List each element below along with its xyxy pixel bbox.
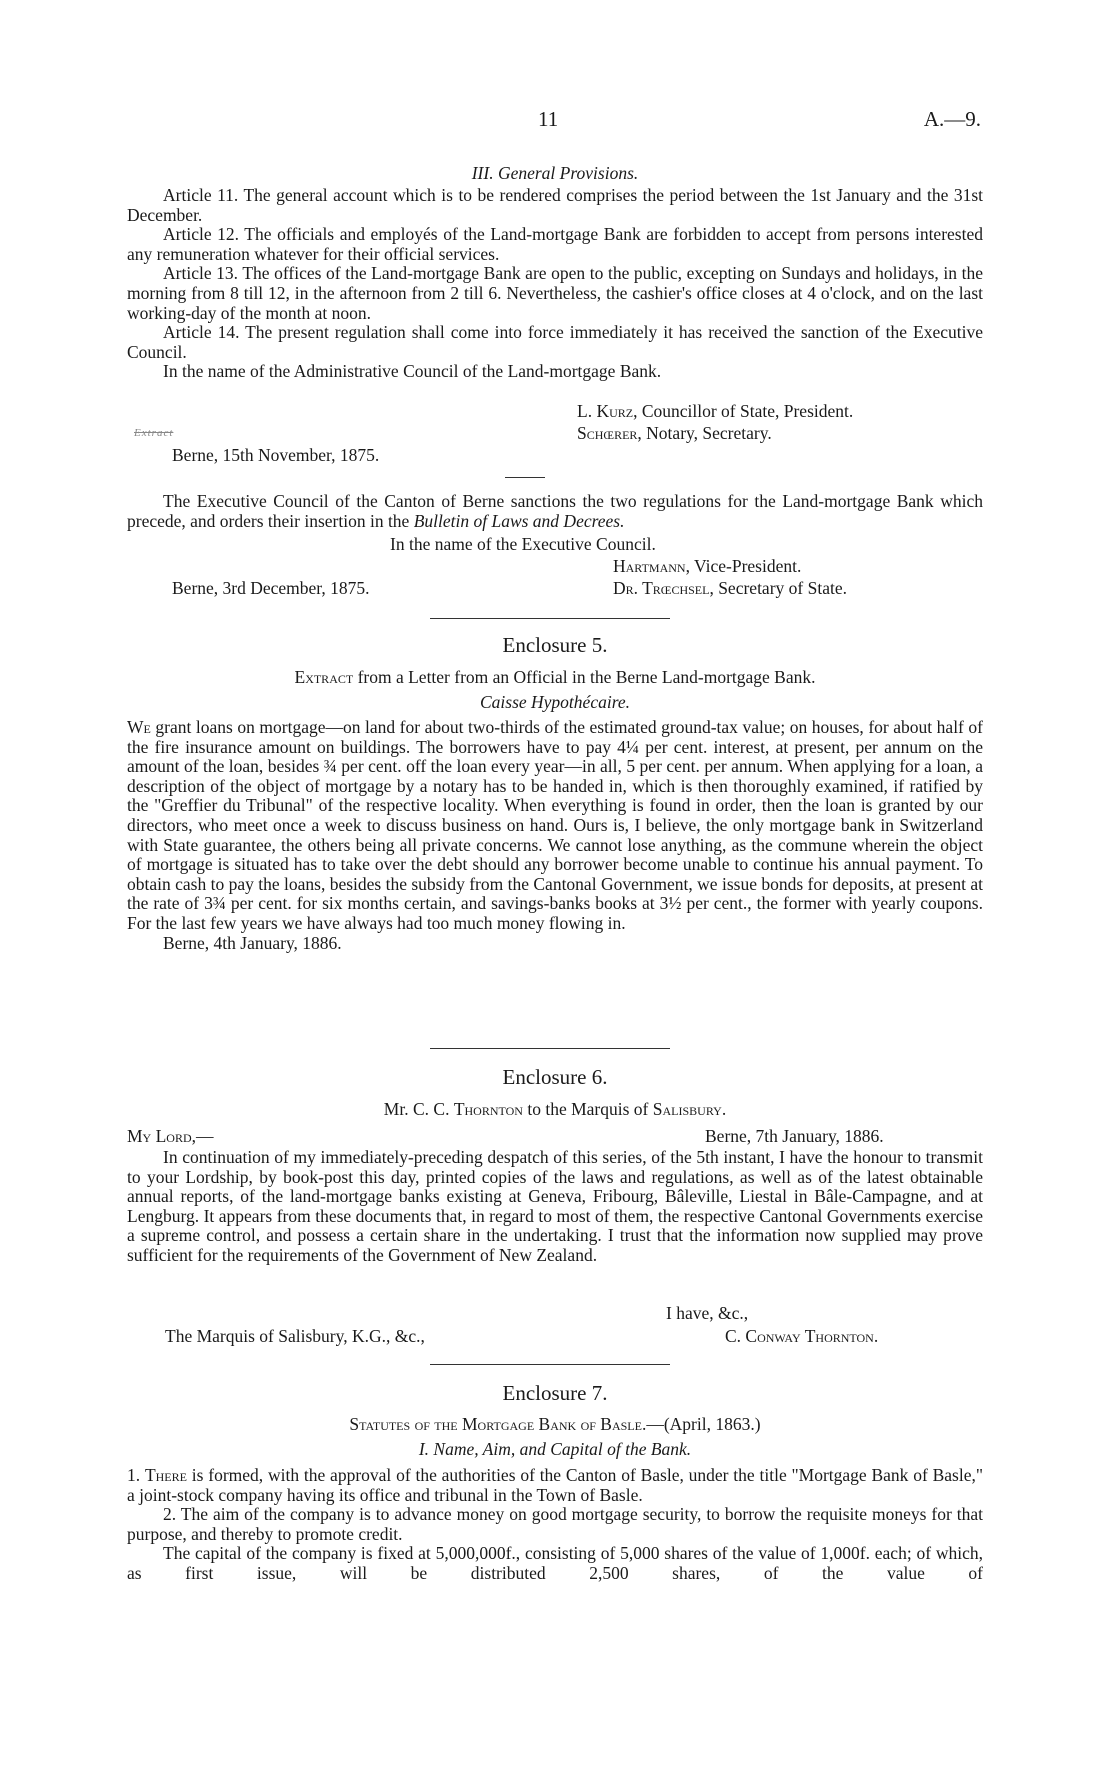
subtitle-lead: Extract [294,667,354,687]
general-provisions-articles [127,186,983,382]
letter-date: Berne, 7th January, 1886. [705,1126,884,1146]
letter-body: grant loans on mortgage—on land for about two-thirds of the estimated ground-tax value; on houses, for about half of the fire insurance amount on buildings. The borrowers have to pay 4¼ per cent. interest, at present, per annum on the amount of the loan, besides ¾ per cent. off the loan every year—in all, 5 per cent. per annum. When applying for a loan, a description of the object of mortgage by a notary has to be handed in, which is then thoroughly examined, if ratified by the "Greffier du Tribunal" of the respective locality. When everything is found in order, then the loan is granted by our directors, who meet once a week to discuss business on hand. Ours is, I believe, the only mortgage bank in Switzerland with State guarantee, the others being all private concerns. We cannot lose anything, as the commune wherein the object of mortgage is situated has to take over the debt should any borrower become unable to continue his annual payment. To obtain cash to pay the loans, besides the subsidy from the Cantonal Government, we issue bonds for deposits, at present at the rate of 3¾ per cent. for six months certain, and savings-banks books at 3½ per cent., the former with yearly coupons. For the last few years we have always had too much money flowing in. [127,717,983,933]
statutes-date: —(April, 1863.) [646,1414,761,1434]
lead-word: We [127,717,151,737]
enclosure-5-body [127,718,983,953]
subtitle-mid: to the Marquis of [522,1099,653,1119]
subtitle-rest: from a Letter from an Official in the Berne Land-mortgage Bank. [353,667,816,687]
signatory-name: Hartmann, [613,556,690,576]
enclosure-6-heading: Enclosure 6. [502,1065,608,1089]
enclosure-5-caption: Caisse Hypothécaire. [479,692,630,712]
enclosure-7-subtitle [127,1415,983,1435]
statutes-title: Statutes of the Mortgage Bank of Basle. [349,1414,647,1434]
enclosure-7-heading: Enclosure 7. [502,1381,608,1405]
clause-text: is formed, with the approval of the authorities of the Canton of Basle, under the title "Mortgage Bank of Basle," a joint-stock company having its office and tribunal in the Town of Basle. [127,1465,984,1505]
date-line: Berne, 4th January, 1886. [163,932,342,953]
signatory-name: Dr. Trœchsel, [613,578,714,598]
signature-president [577,402,853,422]
section-divider [430,1048,670,1049]
date-line: Berne, 15th November, 1875. [172,445,380,465]
addressee-line: The Marquis of Salisbury, K.G., &c., [165,1326,425,1346]
stamp-mark: Extract [134,427,174,439]
signatory-name: Schœrer, [577,423,642,443]
letter-text [127,718,983,934]
signature-secretary [577,424,772,444]
section-divider [430,618,670,619]
article-13: Article 13. The offices of the Land-mortgage Bank are open to the public, excepting on Sundays and holidays, in the morning from 8 till 12, in the afternoon from 2 till 6. Nevertheless, the cashier's office closes at 4 o'clock, and on the last working-day of the month at noon. [127,263,983,323]
recipient-name: Salisbury. [652,1099,727,1119]
letter-signature: C. Conway Thornton. [725,1326,879,1346]
page-reference: A.—9. [923,107,981,131]
enclosure-6-subtitle [127,1100,983,1120]
enclosure-6-body [127,1148,983,1266]
statute-2: 2. The aim of the company is to advance money on good mortgage security, to borrow the requisite moneys for that purpose, and thereby to promote credit. [127,1504,983,1544]
statute-capital: The capital of the company is fixed at 5,000,000f., consisting of 5,000 shares of the value of 1,000f. each; of which, as first issue, will be distributed 2,500 shares, of the value of [127,1543,983,1583]
signature-secretary-of-state [613,579,847,599]
sanction-text [127,492,983,531]
complimentary-close: I have, &c., [666,1303,749,1323]
article-12: Article 12. The officials and employés of the Land-mortgage Bank are forbidden to accept from persons interested any remuneration whatever for their official services. [127,224,983,264]
article-14: Article 14. The present regulation shall come into force immediately it has received the sanction of the Executive Council. [127,322,983,362]
bulletin-title: Bulletin of Laws and Decrees. [413,510,625,531]
enclosure-7-body [127,1466,983,1584]
signatory-title: Secretary of State. [718,578,847,598]
signature-vice-president [613,557,801,577]
clause-number: 1. [127,1465,145,1485]
subtitle-pre: Mr. C. C. [383,1099,454,1119]
sanction-paragraph [127,492,983,531]
enclosure-7-section: I. Name, Aim, and Capital of the Bank. [418,1439,692,1459]
enclosure-5-heading: Enclosure 5. [502,633,608,657]
sanction-closing: In the name of the Executive Council. [390,534,656,554]
letter-body: In continuation of my immediately-preceding despatch of this series, of the 5th instant, I have the honour to transmit to your Lordship, by book-post this day, printed copies of the laws and regulations, as well as of the latest obtainable annual reports, of the land-mortgage banks existing at Geneva, Fribourg, Bâleville, Liestal in Bâle-Campagne, and at Lengburg. It appears from these documents that, in regard to most of them, the respective Cantonal Governments exercise a supreme control, and possess a certain share in the undertaking. I trust that the information now supplied may prove sufficient for the requirements of the Government of New Zealand. [127,1147,983,1265]
lead-word: There [144,1465,187,1485]
signatory-title: Notary, Secretary. [646,423,772,443]
section-heading: III. General Provisions. [471,163,639,183]
signatory-title: Councillor of State, President. [641,401,854,421]
article-11: Article 11. The general account which is to be rendered comprises the period between the 1st January and the 31st December. [127,185,983,225]
statute-1 [127,1466,983,1505]
sender-name: Thornton [453,1099,523,1119]
page-number: 11 [538,107,559,131]
salutation: My Lord,— [127,1126,214,1146]
signatory-title: Vice-President. [694,556,802,576]
signatory-name: L. Kurz, [577,401,638,421]
section-divider [430,1364,670,1365]
sanction-body: The Executive Council of the Canton of Berne sanctions the two regulations for the Land-mortgage Bank which precede, and orders their insertion in the [127,491,983,531]
enclosure-5-subtitle [127,668,983,688]
short-divider [505,477,545,478]
date-line: Berne, 3rd December, 1875. [172,578,370,598]
closing-line: In the name of the Administrative Council of the Land-mortgage Bank. [163,361,662,382]
